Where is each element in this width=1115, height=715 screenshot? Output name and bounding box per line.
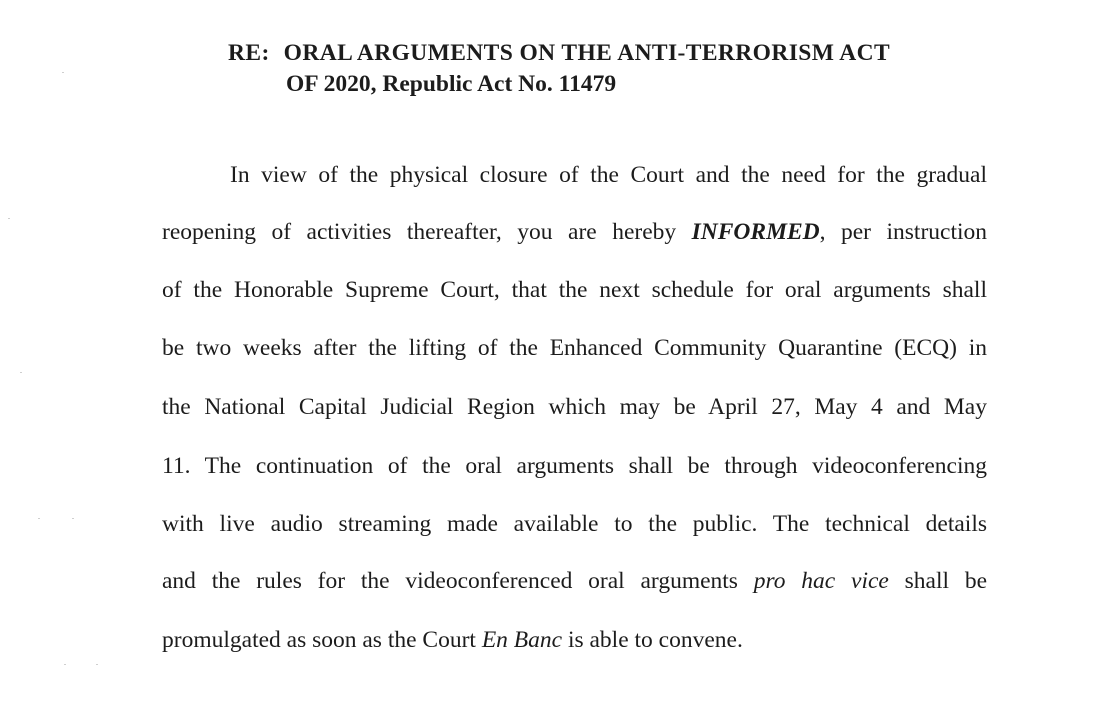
scan-speck bbox=[38, 518, 40, 519]
en-banc-emphasis: En Banc bbox=[481, 627, 563, 653]
paragraph-line-2-text-c: , per instruction bbox=[819, 219, 988, 245]
subject-heading bbox=[228, 38, 988, 100]
paragraph-line-8-text-c: shall be bbox=[888, 568, 987, 594]
subject-title-line-2: OF 2020, Republic Act No. 11479 bbox=[286, 71, 617, 97]
paragraph-line-8 bbox=[162, 566, 987, 596]
paragraph-line-2 bbox=[162, 217, 987, 247]
paragraph-line-2-text-a: reopening of activities thereafter, you are hereby bbox=[162, 219, 692, 245]
scan-speck bbox=[72, 518, 74, 519]
paragraph-line-3: of the Honorable Supreme Court, that the next schedule for oral arguments shall bbox=[162, 277, 987, 303]
subject-line-1 bbox=[228, 38, 988, 69]
subject-line-2 bbox=[228, 69, 988, 100]
paragraph-line-4: be two weeks after the lifting of the Enhanced Community Quarantine (ECQ) in bbox=[162, 335, 987, 361]
paragraph-line-7: with live audio streaming made available to the public. The technical details bbox=[162, 511, 987, 537]
paragraph-line-9-text-a: promulgated as soon as the Court bbox=[162, 627, 482, 653]
paragraph-line-9-text-c: is able to convene. bbox=[562, 627, 743, 653]
scan-speck bbox=[96, 664, 98, 665]
paragraph-line-9 bbox=[162, 625, 987, 655]
scan-speck bbox=[62, 72, 64, 73]
scan-speck bbox=[64, 664, 66, 665]
scan-speck bbox=[20, 372, 22, 373]
informed-emphasis: INFORMED bbox=[691, 219, 820, 245]
paragraph-line-1: In view of the physical closure of the Court and the need for the gradual bbox=[230, 162, 987, 188]
re-label: RE: bbox=[228, 40, 270, 66]
subject-title-line-1: ORAL ARGUMENTS ON THE ANTI-TERRORISM ACT bbox=[283, 40, 891, 66]
pro-hac-vice-emphasis: pro hac vice bbox=[753, 568, 889, 594]
paragraph-line-6: 11. The continuation of the oral arguments shall be through videoconferencing bbox=[162, 453, 987, 479]
paragraph-line-5: the National Capital Judicial Region which may be April 27, May 4 and May bbox=[162, 394, 987, 420]
paragraph-line-8-text-a: and the rules for the videoconferenced oral arguments bbox=[162, 568, 754, 594]
scan-speck bbox=[8, 218, 10, 219]
